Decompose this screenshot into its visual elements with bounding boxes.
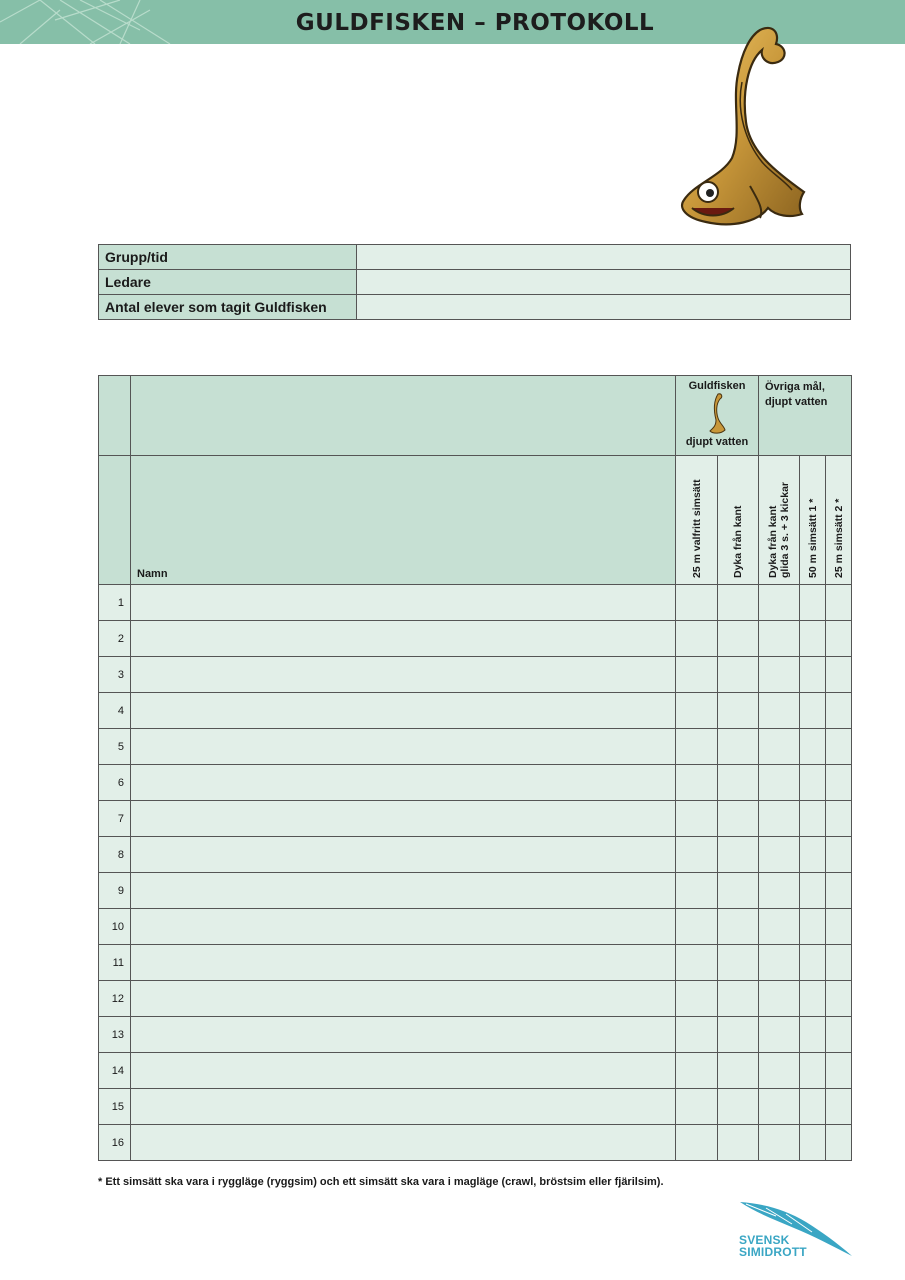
table-row xyxy=(99,621,852,657)
ovriga-title-line2: djupt vatten xyxy=(765,396,828,408)
result-cell[interactable] xyxy=(759,657,800,693)
result-cell[interactable] xyxy=(800,1053,826,1089)
result-cell[interactable] xyxy=(800,1017,826,1053)
result-cell[interactable] xyxy=(676,1053,718,1089)
result-cell[interactable] xyxy=(759,1089,800,1125)
result-cell[interactable] xyxy=(800,837,826,873)
table-row xyxy=(99,981,852,1017)
result-cell[interactable] xyxy=(676,801,718,837)
col-header-25m-stroke2 xyxy=(826,456,852,585)
row-number: 9 xyxy=(99,873,131,909)
result-cell[interactable] xyxy=(826,873,852,909)
name-cell[interactable] xyxy=(131,1089,676,1125)
name-cell[interactable] xyxy=(131,1125,676,1161)
result-cell[interactable] xyxy=(718,657,759,693)
result-cell[interactable] xyxy=(759,873,800,909)
result-cell[interactable] xyxy=(800,981,826,1017)
row-number: 12 xyxy=(99,981,131,1017)
table-row xyxy=(99,765,852,801)
result-cell[interactable] xyxy=(800,909,826,945)
result-cell[interactable] xyxy=(759,837,800,873)
result-cell[interactable] xyxy=(718,873,759,909)
col-header-dive xyxy=(718,456,759,585)
info-label-student-count: Antal elever som tagit Guldfisken xyxy=(99,295,357,320)
name-cell[interactable] xyxy=(131,765,676,801)
corner-cell xyxy=(99,456,131,585)
result-cell[interactable] xyxy=(676,1017,718,1053)
protocol-table xyxy=(98,375,852,1161)
logo-line1: SVENSK xyxy=(739,1233,790,1247)
col-header-text: glida 3 s. + 3 kickar xyxy=(779,481,791,578)
info-row xyxy=(99,270,851,295)
name-cell[interactable] xyxy=(131,1017,676,1053)
goldfish-mascot-image xyxy=(672,22,824,244)
col-header-text: 50 m simsätt 1 * xyxy=(806,498,819,578)
result-cell[interactable] xyxy=(826,765,852,801)
result-cell[interactable] xyxy=(676,945,718,981)
page-title: GULDFISKEN – PROTOKOLL xyxy=(295,10,655,36)
result-cell[interactable] xyxy=(676,585,718,621)
result-cell[interactable] xyxy=(676,837,718,873)
row-number: 2 xyxy=(99,621,131,657)
table-row xyxy=(99,945,852,981)
row-number: 8 xyxy=(99,837,131,873)
table-row xyxy=(99,1053,852,1089)
result-cell[interactable] xyxy=(676,1125,718,1161)
table-row xyxy=(99,1017,852,1053)
result-cell[interactable] xyxy=(800,1125,826,1161)
result-cell[interactable] xyxy=(759,729,800,765)
row-number: 6 xyxy=(99,765,131,801)
result-cell[interactable] xyxy=(826,729,852,765)
name-cell[interactable] xyxy=(131,909,676,945)
result-cell[interactable] xyxy=(826,837,852,873)
row-number: 1 xyxy=(99,585,131,621)
result-cell[interactable] xyxy=(800,729,826,765)
result-cell[interactable] xyxy=(800,585,826,621)
small-goldfish-icon xyxy=(676,392,758,436)
row-number: 3 xyxy=(99,657,131,693)
result-cell[interactable] xyxy=(826,585,852,621)
result-cell[interactable] xyxy=(800,1089,826,1125)
result-cell[interactable] xyxy=(718,765,759,801)
result-cell[interactable] xyxy=(718,981,759,1017)
result-cell[interactable] xyxy=(718,945,759,981)
result-cell[interactable] xyxy=(826,1089,852,1125)
result-cell[interactable] xyxy=(759,945,800,981)
result-cell[interactable] xyxy=(718,1125,759,1161)
result-cell[interactable] xyxy=(759,801,800,837)
result-cell[interactable] xyxy=(676,873,718,909)
info-field-leader[interactable] xyxy=(357,270,851,295)
result-cell[interactable] xyxy=(759,765,800,801)
table-row xyxy=(99,1125,852,1161)
result-cell[interactable] xyxy=(800,693,826,729)
table-row xyxy=(99,837,852,873)
result-cell[interactable] xyxy=(718,729,759,765)
name-cell[interactable] xyxy=(131,945,676,981)
guldfisken-group-title: Guldfisken xyxy=(688,380,746,392)
footnote: * Ett simsätt ska vara i ryggläge (ryggsim) och ett simsätt ska vara i magläge (crawl, bröstsim eller fjärilsim). xyxy=(98,1176,664,1188)
result-cell[interactable] xyxy=(676,1089,718,1125)
result-cell[interactable] xyxy=(826,1125,852,1161)
result-cell[interactable] xyxy=(718,909,759,945)
result-cell[interactable] xyxy=(759,585,800,621)
result-cell[interactable] xyxy=(800,765,826,801)
result-cell[interactable] xyxy=(759,1017,800,1053)
result-cell[interactable] xyxy=(826,909,852,945)
result-cell[interactable] xyxy=(826,693,852,729)
name-cell[interactable] xyxy=(131,1053,676,1089)
table-row xyxy=(99,657,852,693)
col-header-text: Dyka från kant xyxy=(732,505,744,578)
name-cell[interactable] xyxy=(131,621,676,657)
row-number: 15 xyxy=(99,1089,131,1125)
result-cell[interactable] xyxy=(718,1017,759,1053)
name-cell[interactable] xyxy=(131,693,676,729)
info-label-leader: Ledare xyxy=(99,270,357,295)
row-number: 14 xyxy=(99,1053,131,1089)
name-cell[interactable] xyxy=(131,729,676,765)
info-field-group-time[interactable] xyxy=(357,245,851,270)
info-row xyxy=(99,295,851,320)
ovriga-title-line1: Övriga mål, xyxy=(765,381,825,393)
result-cell[interactable] xyxy=(676,909,718,945)
result-cell[interactable] xyxy=(759,621,800,657)
info-label-group-time: Grupp/tid xyxy=(99,245,357,270)
protocol-rows xyxy=(99,585,852,1161)
table-row xyxy=(99,909,852,945)
name-cell[interactable] xyxy=(131,981,676,1017)
result-cell[interactable] xyxy=(718,837,759,873)
table-row xyxy=(99,585,852,621)
table-row xyxy=(99,873,852,909)
group-header-row xyxy=(99,376,852,456)
row-number: 16 xyxy=(99,1125,131,1161)
col-header-25m-free xyxy=(676,456,718,585)
result-cell[interactable] xyxy=(718,621,759,657)
result-cell[interactable] xyxy=(826,1017,852,1053)
result-cell[interactable] xyxy=(826,945,852,981)
table-row xyxy=(99,1089,852,1125)
result-cell[interactable] xyxy=(759,693,800,729)
table-row xyxy=(99,801,852,837)
result-cell[interactable] xyxy=(826,981,852,1017)
row-number: 11 xyxy=(99,945,131,981)
column-header-row xyxy=(99,456,852,585)
result-cell[interactable] xyxy=(718,801,759,837)
guldfisken-group-subtitle: djupt vatten xyxy=(685,436,749,448)
result-cell[interactable] xyxy=(759,1053,800,1089)
result-cell[interactable] xyxy=(676,693,718,729)
name-cell[interactable] xyxy=(131,801,676,837)
table-row xyxy=(99,729,852,765)
result-cell[interactable] xyxy=(759,981,800,1017)
result-cell[interactable] xyxy=(676,621,718,657)
row-number: 7 xyxy=(99,801,131,837)
name-cell[interactable] xyxy=(131,657,676,693)
name-column-header xyxy=(131,456,676,585)
result-cell[interactable] xyxy=(676,729,718,765)
result-cell[interactable] xyxy=(676,981,718,1017)
col-header-text: 25 m valfritt simsätt xyxy=(690,479,703,578)
logo-text xyxy=(739,1234,807,1258)
table-row xyxy=(99,693,852,729)
ovriga-group-header xyxy=(759,376,852,456)
row-number: 13 xyxy=(99,1017,131,1053)
info-table xyxy=(98,244,851,320)
result-cell[interactable] xyxy=(759,909,800,945)
result-cell[interactable] xyxy=(826,1053,852,1089)
result-cell[interactable] xyxy=(718,693,759,729)
name-cell[interactable] xyxy=(131,873,676,909)
col-header-text: 25 m simsätt 2 * xyxy=(832,498,845,578)
name-cell[interactable] xyxy=(131,585,676,621)
name-header-label: Namn xyxy=(137,568,168,580)
name-group-cell xyxy=(131,376,676,456)
info-field-student-count[interactable] xyxy=(357,295,851,320)
result-cell[interactable] xyxy=(800,801,826,837)
result-cell[interactable] xyxy=(800,657,826,693)
col-header-text: Dyka från kant xyxy=(767,505,779,578)
result-cell[interactable] xyxy=(759,1125,800,1161)
result-cell[interactable] xyxy=(800,945,826,981)
result-cell[interactable] xyxy=(800,621,826,657)
result-cell[interactable] xyxy=(826,621,852,657)
result-cell[interactable] xyxy=(826,657,852,693)
row-number: 4 xyxy=(99,693,131,729)
result-cell[interactable] xyxy=(718,585,759,621)
result-cell[interactable] xyxy=(676,765,718,801)
result-cell[interactable] xyxy=(800,873,826,909)
info-row xyxy=(99,245,851,270)
col-header-50m-stroke1 xyxy=(800,456,826,585)
protocol-table-wrap xyxy=(98,375,852,1161)
name-cell[interactable] xyxy=(131,837,676,873)
result-cell[interactable] xyxy=(826,801,852,837)
row-number: 5 xyxy=(99,729,131,765)
logo-line2: SIMIDROTT xyxy=(739,1245,807,1259)
row-number: 10 xyxy=(99,909,131,945)
result-cell[interactable] xyxy=(718,1053,759,1089)
result-cell[interactable] xyxy=(718,1089,759,1125)
guldfisken-group-header xyxy=(676,376,759,456)
col-header-dive-glide xyxy=(759,456,800,585)
corner-cell xyxy=(99,376,131,456)
result-cell[interactable] xyxy=(676,657,718,693)
